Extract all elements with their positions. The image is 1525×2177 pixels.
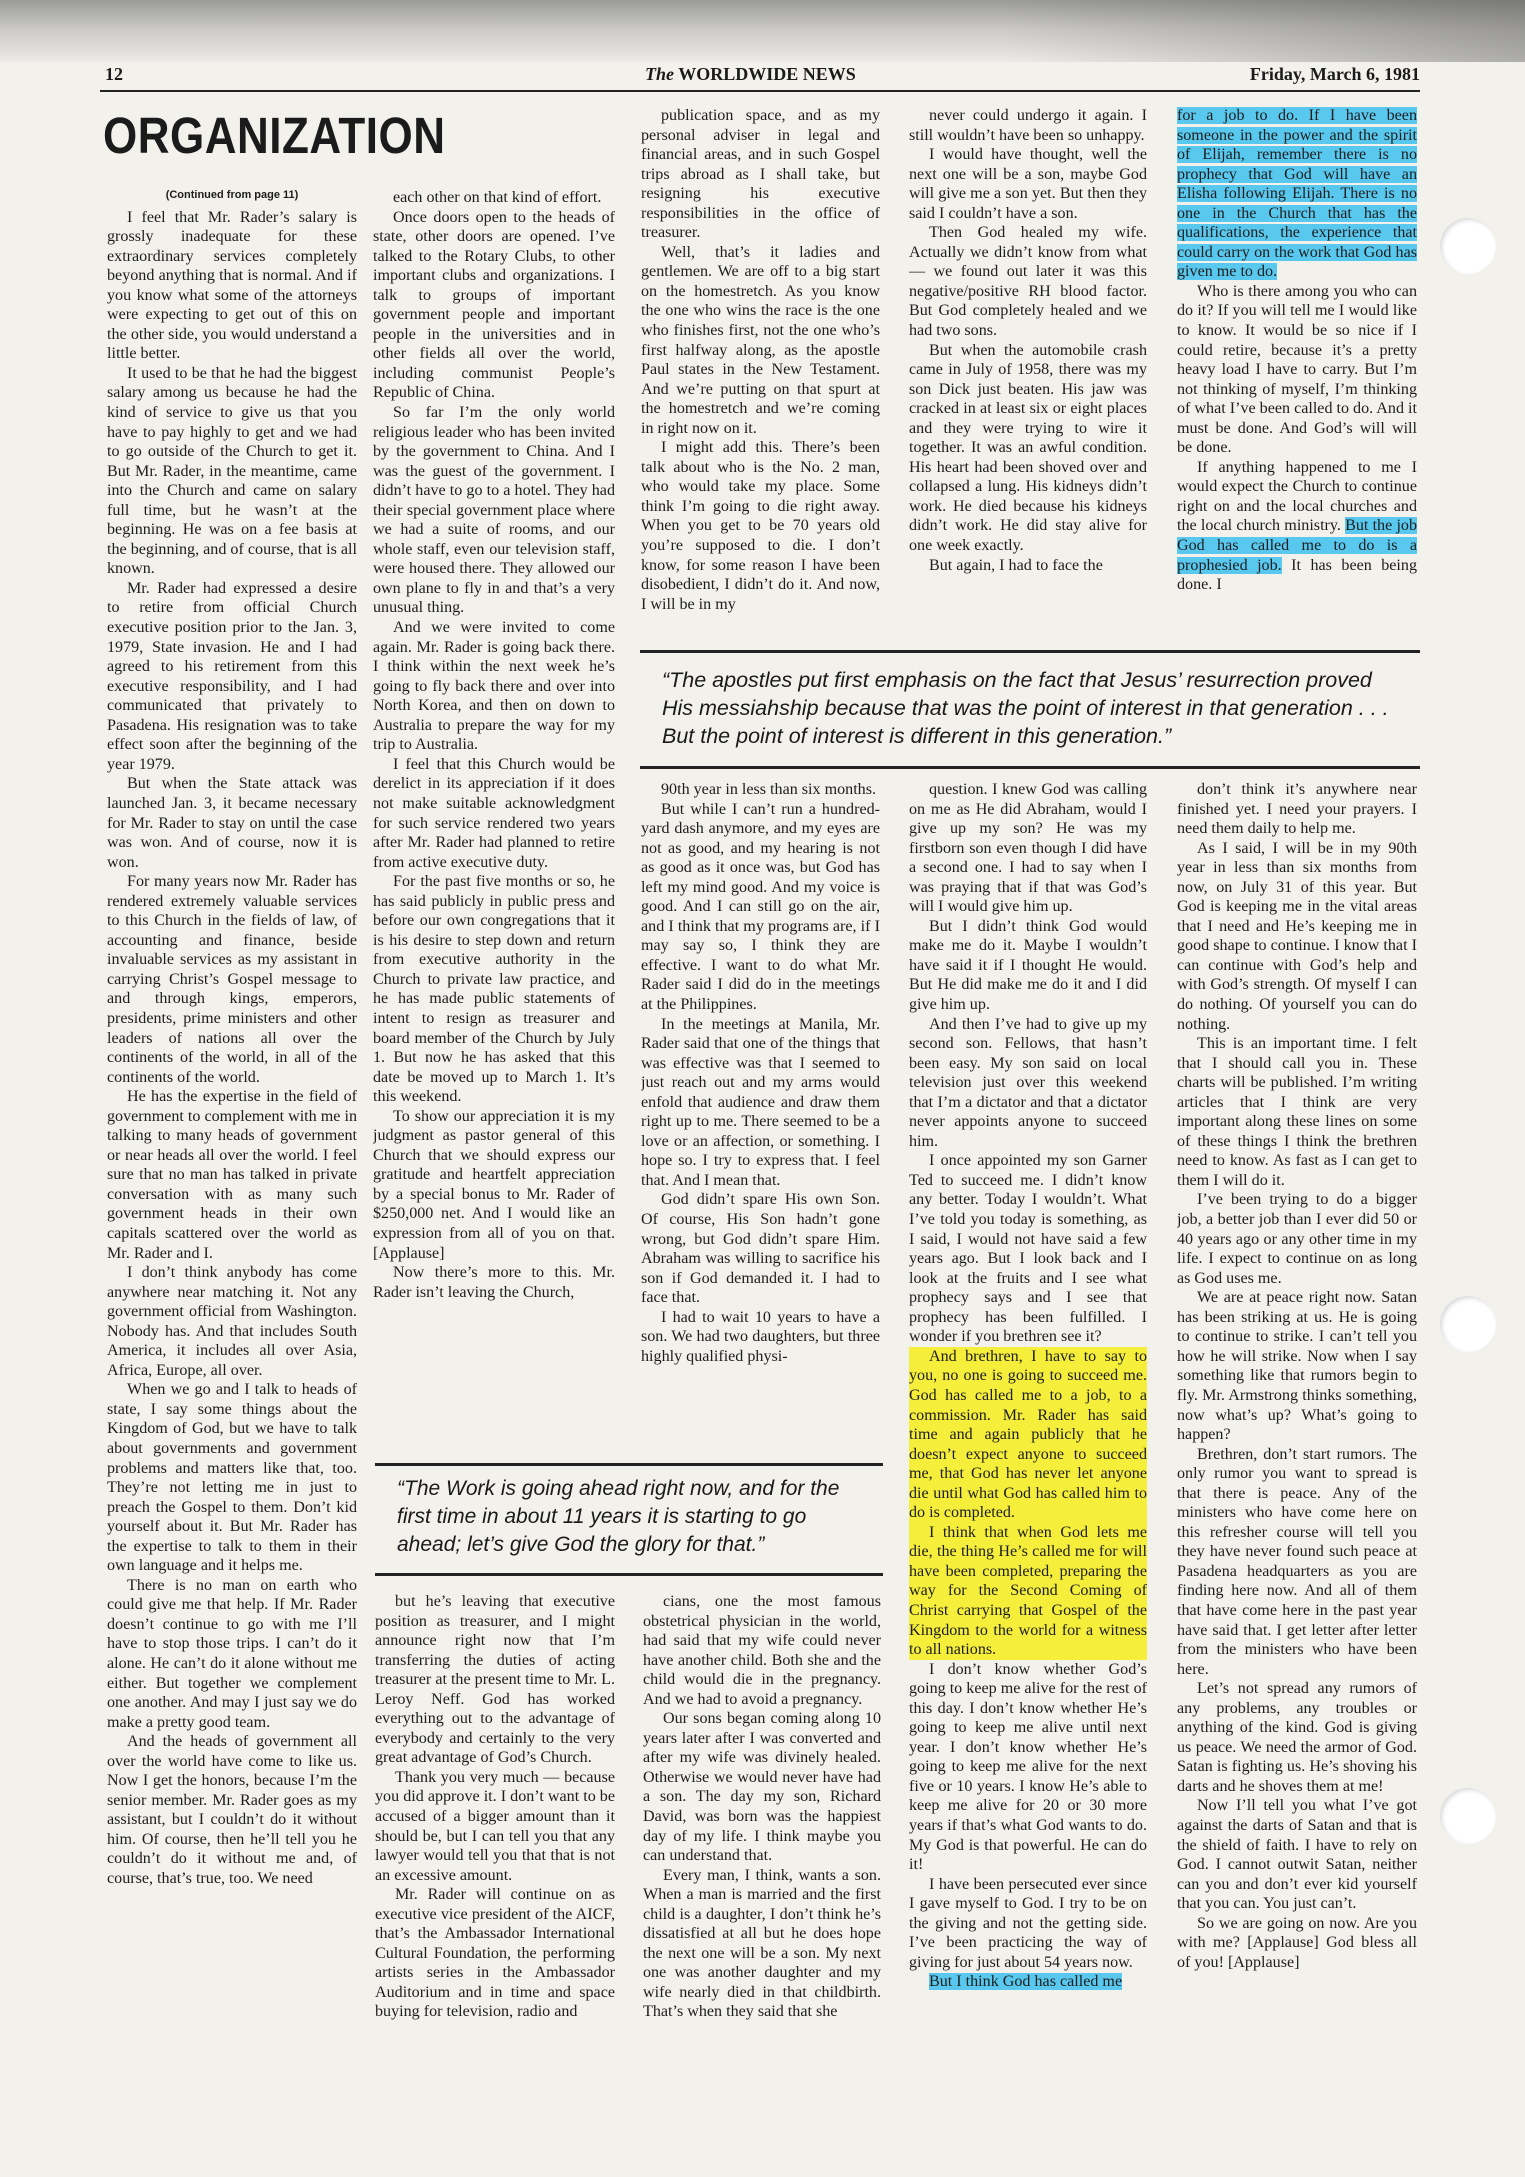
column-5-top-para-2: Who is there among you who can do it? If you will tell me I would like to know. It would be so nice if I could retire, because it’s a pretty heavy load I have to carry. But I’m not thinking of myself, I’m thinking of what I’ve been called to do. And it must be done. And God’s will will be done. <box>1177 282 1417 457</box>
column-3-middle <box>641 780 880 1456</box>
para3-after: It has been being done. I <box>1177 556 1417 594</box>
paragraph: I might add this. There’s been talk about who is the No. 2 man, who would take my place. Some think I’m going to die right away. When you get to be 70 years old you’re supposed to die. I don’t know, for some reason I have been disobedient, I didn’t do it. And now, I will be in my <box>641 439 880 613</box>
column-2-top <box>373 188 615 1456</box>
column-5-top-para-3 <box>1177 458 1417 595</box>
column-2-bottom-body <box>375 1592 615 2022</box>
column-4-top-body <box>909 106 1147 575</box>
paragraph: I don’t know whether God’s going to keep me alive for the rest of this day. I don’t know whether He’s going to keep me alive until next year. I don’t know whether He’s going to keep me alive for the next five or 10 years. I know He’s able to keep me alive for 20 or 30 more years if that’s what God wants to do. My God is that powerful. He can do it! <box>909 1660 1147 1874</box>
paragraph: I feel that Mr. Rader’s salary is grossly inadequate for these extraordinary services completely beyond anything that is normal. And if you know what some of the attorneys were expecting to get out of this on the other side, you would understand a little better. <box>107 208 357 363</box>
paragraph: I don’t think anybody has come anywhere near matching it. Not any government official from Washington. Nobody has. And that includes South America, it includes all over Asia, Africa, Europe, all over. <box>107 1264 357 1379</box>
pullquote-top-rule <box>640 650 1420 653</box>
paragraph: But when the automobile crash came in July of 1958, there was my son Dick just beaten. His jaw was cracked in at least six or eight places and they were trying to wire it together. It was an awful condition. His heart had been shoved over and collapsed a lung. His kidneys didn’t work. He died because his kidneys didn’t work. He did stay alive for one week exactly. <box>909 341 1147 555</box>
paragraph: When we go and I talk to heads of state, I say some things about the Kingdom of God, but we have to talk about governments and government problems and matters like that, too. They’re not letting me in just to preach the Gospel to them. Don’t kid yourself about it. But Mr. Rader has the expertise to talk to them in their own language and it helps me. <box>107 1381 357 1575</box>
column-5-top <box>1177 106 1417 642</box>
paragraph: And the heads of government all over the world have come to like us. Now I get the honors, because I’m the senior member. Mr. Rader goes as my assistant, but I couldn’t do it without him. Of course, then he’ll tell you he couldn’t do it without me and, of course, that’s true, too. We need <box>107 1733 357 1888</box>
page-number: 12 <box>105 64 123 84</box>
paragraph: In the meetings at Manila, Mr. Rader said that one of the things that was effective was that I seemed to just reach out and my arms would enfold that audience and draw them right up to me. There seemed to be a love or an affection, or something. I hope so. I try to express that. I feel that. And I mean that. <box>641 1015 880 1189</box>
paragraph: Let’s not spread any rumors of any problems, any troubles or anything of the kind. God is giving us peace. We need the armor of God. Satan is fighting us. He’s shoving his darts and he shoves them at me! <box>1177 1680 1417 1795</box>
paragraph: As I said, I will be in my 90th year in less than six months from now, on July 31 of this year. But God is keeping me in the vital areas that I need and He’s keeping me in good shape to continue. I know that I can continue with God’s help and with God’s strength. Of myself I can do nothing. Of yourself you can do nothing. <box>1177 839 1417 1033</box>
column-5 <box>1177 780 1417 2146</box>
column-3-bottom <box>643 1592 881 2146</box>
paragraph: To show our appreciation it is my judgment as pastor general of this Church that we should express our gratitude and heartfelt appreciation by a special bonus to Mr. Rader of $250,000 net. And I would like an expression from all of you on that. [Applause] <box>373 1107 615 1262</box>
pullquote-work <box>375 1463 883 1579</box>
paragraph: I’ve been trying to do a bigger job, a better job than I ever did 50 or 40 years ago or any other time in my life. I expect to continue on as long as God uses me. <box>1177 1191 1417 1287</box>
paragraph: I had to wait 10 years to have a son. We had two daughters, but three highly qualified physi- <box>641 1308 880 1365</box>
paragraph: publication space, and as my personal adviser in legal and financial areas, and in such Gospel trips abroad as I shall take, but resigning his executive responsibilities in the office of treasurer. <box>641 107 880 242</box>
column-2-body <box>373 188 615 1302</box>
paragraph: Then God healed my wife. Actually we didn’t know from what — we found out later it was this negative/positive RH blood factor. But God completely healed and we had two sons. <box>909 224 1147 340</box>
paragraph: So we are going on now. Are you with me? [Applause] God bless all of you! [Applause] <box>1177 1914 1417 1971</box>
newspaper-title: WORLDWIDE NEWS <box>678 64 856 84</box>
newspaper-name <box>645 64 856 85</box>
binder-hole-3 <box>1440 1788 1496 1844</box>
scan-shadow-bar <box>0 0 1525 62</box>
newspaper-prefix: The <box>645 64 674 84</box>
pullquote-bottom-rule <box>640 766 1420 769</box>
column-3-top <box>641 106 880 642</box>
pullquote-1-text: “The apostles put first emphasis on the fact that Jesus’ resurrection proved His messiahship because that was the point of interest in that generation . . . But the point of interest is different in this generation.” <box>662 668 1389 748</box>
paragraph: I would have thought, well the next one will be a son, maybe God will give me a son yet. But then they said I couldn’t have a son. <box>909 146 1147 222</box>
paragraph: Mr. Rader had expressed a desire to retire from official Church executive position prior to the Jan. 3, 1979, State invasion. He and I had agreed to his retirement from this executive responsibility, and I had communicated that privately to Pasadena. His resignation was to take effect soon after the beginning of the year 1979. <box>107 579 357 773</box>
pullquote-2-bottom-rule <box>375 1573 883 1576</box>
paragraph: I once appointed my son Garner Ted to succeed me. I didn’t know any better. Today I wouldn’t. What I’ve told you today is something, as I said, I would not have said a few years ago. But I look back and I look at the fruits and I see what prophecy says and I see that prophecy has been fulfilled. I wonder if you brethren see it? <box>909 1152 1147 1346</box>
paragraph: So far I’m the only world religious leader who has been invited by the government to China. And I was the guest of the government. I didn’t have to go to a hotel. They had their special government place where we had a suite of rooms, and our whole staff, even our television staff, were housed there. They allowed our own plane to fly in and that’s a very unusual thing. <box>373 404 615 617</box>
paragraph: It used to be that he had the biggest salary among us because he had the kind of service to give us that you have to pay highly to get and we had to go outside of the Church to get it. But Mr. Rader, in the meantime, came into the Church and came on salary full time, but he wasn’t at the beginning. He was on a fee basis at the beginning, and of course, that is all known. <box>107 364 357 578</box>
column-3-top-body <box>641 106 880 614</box>
paragraph: We are at peace right now. Satan has been striking at us. He is going to continue to strike. I can’t tell you how he will strike. Now when I say something like that rumors begin to fly. Mr. Armstrong thinks something, now what’s up? What’s going to happen? <box>1177 1289 1417 1444</box>
column-4-body <box>909 780 1147 1347</box>
paragraph: And then I’ve had to give up my second son. Fellows, that hasn’t been easy. My son said on local television just over this weekend that I’m a dictator and that a dictator never appoints anyone to succeed him. <box>909 1015 1147 1150</box>
continued-note: (Continued from page 11) <box>165 189 299 201</box>
highlight-succeed: And brethren, I have to say to you, no one is going to succeed me. God has called me to a job, to a commission. Mr. Rader has said time and again publicly that he doesn’t expect anyone to succeed me, that God has never let anyone die until what God has called him to do is completed. <box>909 1347 1147 1522</box>
column-3-body <box>641 780 880 1366</box>
highlight-elijah: for a job to do. If I have been someone in the power and the spirit of Elijah, remember there is no prophecy that God will have an Elisha following Elijah. There is no one in the Church that has the qualifications, the experience that could carry on the work that God has given me to do. <box>1177 107 1417 281</box>
paragraph: Mr. Rader will continue on as executive vice president of the AICF, that’s the Ambassador International Cultural Foundation, the performing artists series in the Ambassador Auditorium and in time and space buying for television, radio and <box>375 1886 615 2021</box>
paragraph: Once doors open to the heads of state, other doors are opened. I’ve talked to the Rotary Clubs, to other important clubs and organizations. I talk to groups of important government people and important people in the universities and in other fields all over the world, including communist People’s Republic of China. <box>373 208 615 402</box>
column-1 <box>107 186 357 2146</box>
highlight-second-coming: I think that when God lets me die, the thing He’s called me for will have been completed, preparing the way for the Second Coming of Christ carrying that Gospel of the Kingdom to the world for a witness to all nations. <box>909 1523 1147 1659</box>
pullquote-2-text: “The Work is going ahead right now, and for the first time in about 11 years it is starting to go ahead; let’s give God the glory for that.” <box>397 1477 840 1556</box>
paragraph: Thank you very much — because you did approve it. I don’t want to be accused of a bigger amount than it should be, but I can tell you that any lawyer would tell you that that is not an excessive amount. <box>375 1768 615 1884</box>
column-3-bottom-body <box>643 1592 881 2022</box>
page-header <box>105 62 1420 88</box>
paragraph: And we were invited to come again. Mr. Rader is going back there. I think within the next week he’s going to fly back there and over into North Korea, and then on down to Australia to prepare the way for my trip to Australia. <box>373 619 615 754</box>
paragraph: Now there’s more to this. Mr. Rader isn’t leaving the Church, <box>373 1264 615 1301</box>
highlight-called-me: But I think God has called me <box>929 1973 1123 1991</box>
binder-hole-1 <box>1440 218 1496 274</box>
paragraph: question. I knew God was calling on me as He did Abraham, would I give up my son? He was my firstborn son even though I did have a second one. I had to say when I was praying that if that was God’s will I would give him up. <box>909 781 1147 916</box>
paragraph: I feel that this Church would be derelict in its appreciation if it does not make suitable acknowledgment for such service rendered two years after Mr. Rader had planned to retire from active executive duty. <box>373 755 615 871</box>
column-2-bottom <box>375 1592 615 2146</box>
paragraph: For the past five months or so, he has said publicly in public press and before our own congregations that it is his desire to step down and return from executive authority in the Church to private law practice, and he has made public statements of intent to resign as treasurer and board member of the Church by July 1. But now he has asked that this date be moved up to March 1. It’s this weekend. <box>373 873 615 1106</box>
paragraph: don’t think it’s anywhere near finished yet. I need your prayers. I need them daily to help me. <box>1177 781 1417 838</box>
article-title: ORGANIZATION <box>103 108 446 165</box>
paragraph: But again, I had to face the <box>929 556 1103 574</box>
paragraph: Well, that’s it ladies and gentlemen. We are off to a big start on the homestretch. As you know the one who wins the race is the one who finishes first, not the one who’s first halfway along, as the apostle Paul states in the New Testament. And we’re putting on that spurt at the homestretch and we’re coming in right now on it. <box>641 243 880 437</box>
header-rule <box>100 90 1420 92</box>
paragraph: Brethren, don’t start rumors. The only rumor you want to spread is that there is peace. Any of the ministers who have come here on this refresher course will tell you they have never found such peace at Pasadena headquarters as you are finding here now. And all of them that have come here in the past year have said that. I get letter after letter from the ministers who have been here. <box>1177 1445 1417 1678</box>
paragraph: Now I’ll tell you what I’ve got against the darts of Satan and that is the shield of faith. I have to rely on God. I cannot outwit Satan, neither can you and don’t ever kid yourself that you can. You just can’t. <box>1177 1797 1417 1913</box>
para3-before: If anything happened to me I would expect the Church to continue right on and the local churches and the local church ministry. <box>1177 458 1417 535</box>
paragraph: But while I can’t run a hundred-yard dash anymore, and my eyes are not as good, and my hearing is not as good as it once was, but God has left my mind good. And my voice is good. And I can still go on the air, and I think that my programs are, if I may say so, I think they are effective. I want to do what Mr. Rader said I did do in the meetings at the Philippines. <box>641 800 880 1014</box>
paragraph: never could undergo it again. I still wouldn’t have been so unhappy. <box>909 107 1147 144</box>
column-4-rest <box>909 1660 1147 1973</box>
column-4-top <box>909 106 1147 642</box>
paragraph: But I didn’t think God would make me do it. Maybe I wouldn’t have said it if I thought He would. But He did make me do it and I did give him up. <box>909 917 1147 1014</box>
column-5-body <box>1177 780 1417 1972</box>
paragraph: cians, one the most famous obstetrical physician in the world, had said that my wife could never have another child. Both she and the child would die in the pregnancy. And we had to avoid a pregnancy. <box>643 1593 881 1708</box>
paragraph: 90th year in less than six months. <box>661 781 877 798</box>
pullquote-2-top-rule <box>375 1463 883 1466</box>
paragraph: God didn’t spare His own Son. Of course, His Son hadn’t gone wrong, but God didn’t spare Him. Abraham was willing to sacrifice his son if God demanded it. I had to face that. <box>641 1191 880 1307</box>
paragraph: For many years now Mr. Rader has rendered extremely valuable services to this Church in the fields of law, of accounting and finance, beside invaluable services as my assistant in carrying Christ’s Gospel message to and through kings, emperors, presidents, prime ministers and other leaders of nations all over the continents of the world, in all of the continents of the world. <box>107 873 357 1086</box>
paragraph: There is no man on earth who could give me that help. If Mr. Rader doesn’t continue to go with me I’ll have to stop those trips. I can’t do it alone. He can’t do it alone without me either. But together we complement one another. And may I just say we do make a pretty good team. <box>107 1576 357 1731</box>
column-1-body <box>107 208 357 1889</box>
pullquote-resurrection <box>640 650 1420 775</box>
paragraph: each other on that kind of effort. <box>393 189 602 206</box>
column-4 <box>909 780 1147 2146</box>
paragraph: but he’s leaving that executive position as treasurer, and I might announce right now that I’m transferring the duties of acting treasurer at the present time to Mr. L. Leroy Neff. God has worked everything out to the advantage of everybody and certainly to the very great advantage of God’s Church. <box>375 1593 615 1767</box>
paragraph: But when the State attack was launched Jan. 3, it became necessary for Mr. Rader to stay on until the case was won. And of course, now it is won. <box>107 775 357 871</box>
binder-hole-2 <box>1440 1296 1496 1352</box>
highlight-prophesied-job: But the job God has called me to do is a prophesied job. <box>1177 517 1417 574</box>
issue-date: Friday, March 6, 1981 <box>1249 64 1420 84</box>
paragraph: This is an important time. I felt that I should call you in. These charts will be published. I’m writing articles that I think are very important along these lines on some of these things I think the brethren need to know. As fast as I can get to them I will do it. <box>1177 1035 1417 1189</box>
paragraph: Our sons began coming along 10 years later after I was converted and after my wife was divinely healed. Otherwise we would never have had a son. The day my son, Richard David, was born was the happiest day of my life. I think maybe you can understand that. <box>643 1710 881 1865</box>
paragraph: He has the expertise in the field of government to complement with me in talking to many heads of government or near heads all over the world. I feel sure that no man has talked in private conversation with as many such government heads in their own capitals scattered over the world as Mr. Rader and I. <box>107 1088 357 1262</box>
paragraph: I have been persecuted ever since I gave myself to God. I try to be on the giving and not the getting side. I’ve been practicing the way of giving for just about 54 years now. <box>909 1875 1147 1971</box>
paragraph: Every man, I think, wants a son. When a man is married and the first child is a daughter, I don’t think he’s dissatisfied at all but he does hope the next one will be a son. My next one was another daughter and my wife nearly died in that childbirth. That’s when they said that she <box>643 1866 881 2021</box>
